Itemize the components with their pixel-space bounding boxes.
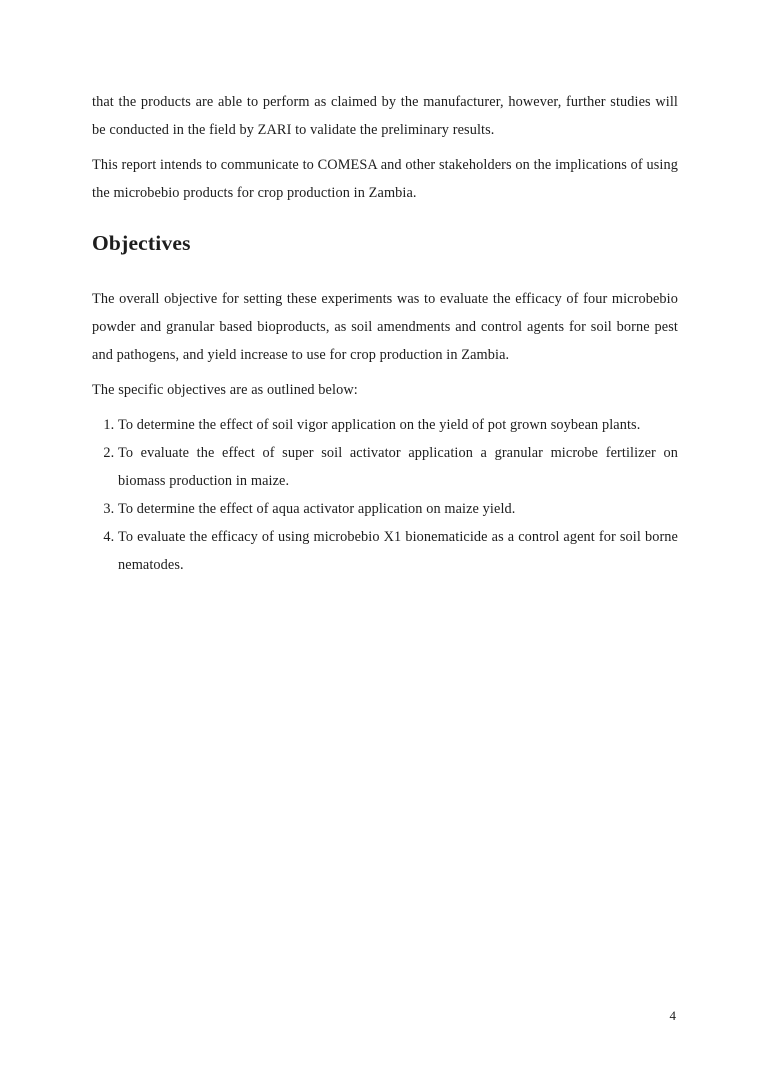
page-number: 4	[669, 1008, 676, 1023]
paragraph-manufacturer-claims: that the products are able to perform as claimed by the manufacturer, however, further studies will be conducted in the field by ZARI to validate the preliminary results.	[92, 94, 678, 138]
list-item-objective-1: 1. To determine the effect of soil vigor application on the yield of pot grown soybean plants.	[118, 411, 678, 439]
list-item-objective-2: 2. To evaluate the effect of super soil activator application a granular microbe fertilizer on biomass production in maize.	[118, 439, 678, 495]
objectives-list	[92, 411, 678, 579]
list-item-objective-4: 4. To evaluate the efficacy of using microbebio X1 bionematicide as a control agent for soil borne nematodes.	[118, 523, 678, 579]
section-heading-objectives: Objectives	[92, 231, 191, 255]
paragraph-specific-objectives-intro: The specific objectives are as outlined below:	[92, 382, 358, 398]
paragraph-overall-objective: The overall objective for setting these experiments was to evaluate the efficacy of four microbebio powder and granular based bioproducts, as soil amendments and control agents for soil borne pest and pathogens, and yield increase to use for crop production in Zambia.	[92, 291, 678, 363]
page-content	[92, 88, 678, 579]
list-item-objective-3: 3. To determine the effect of aqua activator application on maize yield.	[118, 495, 678, 523]
paragraph-report-intent: This report intends to communicate to COMESA and other stakeholders on the implications of using the microbebio products for crop production in Zambia.	[92, 157, 678, 201]
